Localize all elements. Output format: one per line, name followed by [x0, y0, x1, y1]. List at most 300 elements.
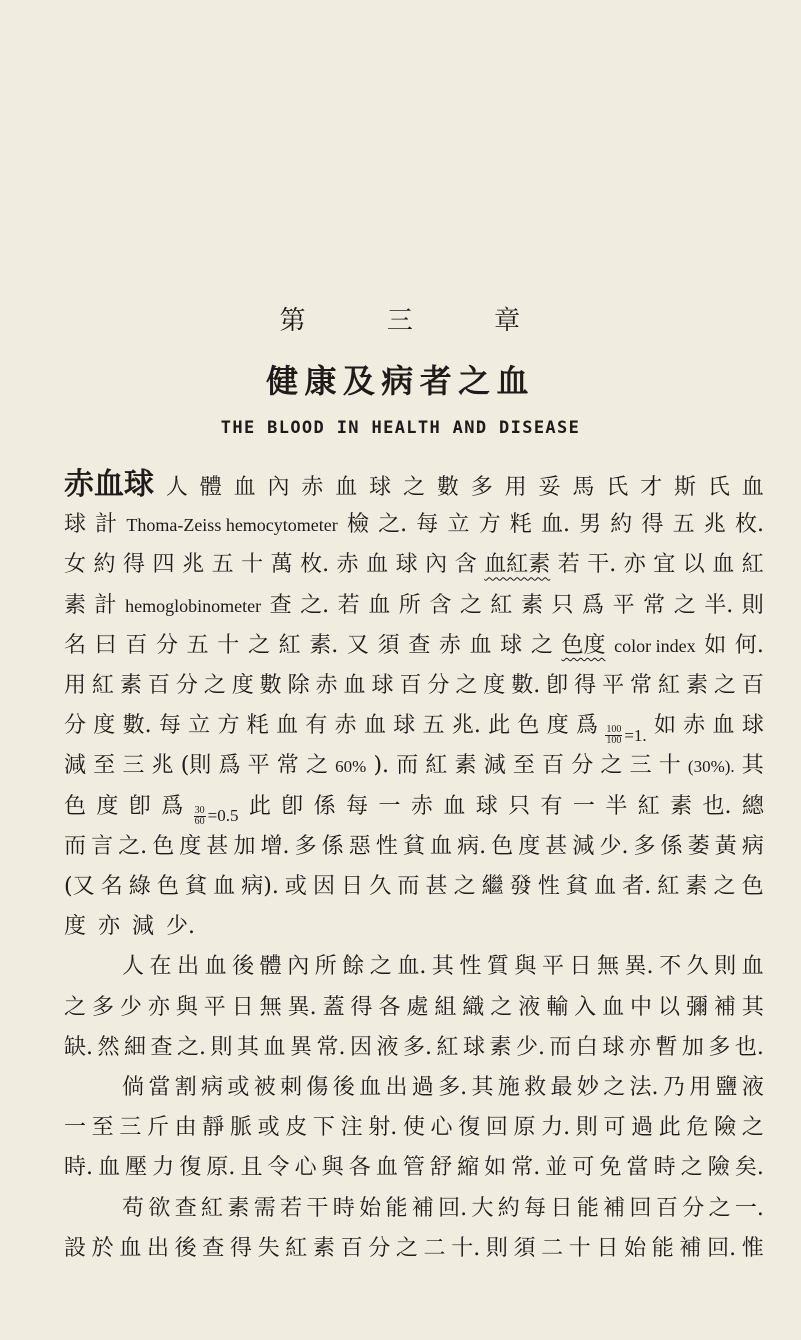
text-segment: 織: [462, 994, 485, 1020]
text-segment: 脈: [229, 1115, 252, 1141]
text-segment: 則: [485, 1235, 508, 1261]
text-segment: 色: [517, 713, 540, 739]
text-segment: 血: [213, 874, 236, 899]
text-segment: 施: [497, 1075, 520, 1100]
text-segment: 血: [602, 994, 625, 1020]
text-segment: 十: [241, 552, 264, 578]
text-segment: 得: [641, 512, 664, 538]
text-line: [64, 545, 764, 585]
text-segment: 血: [343, 673, 366, 698]
text-segment: 回: [629, 1195, 652, 1221]
text-segment: 素: [489, 1034, 512, 1060]
text-segment: 查: [150, 1034, 173, 1060]
text-segment: 紅: [201, 1195, 224, 1221]
text-segment: 其: [236, 1034, 259, 1060]
text-segment: 球: [462, 1034, 485, 1060]
text-segment: 才: [640, 475, 663, 500]
text-segment: 暫: [655, 1034, 678, 1060]
text-segment: 男: [579, 512, 602, 538]
text-segment: 靜: [202, 1115, 225, 1141]
text-segment: 補: [603, 1195, 626, 1221]
text-line: [64, 746, 764, 786]
text-segment: 分: [155, 632, 178, 658]
text-segment: 係: [321, 833, 344, 859]
text-segment: 女: [64, 552, 87, 578]
text-segment: 之: [203, 673, 226, 698]
text-segment: 血: [119, 1235, 142, 1261]
text-segment: 五: [211, 552, 234, 578]
text-segment: 病: [741, 833, 764, 859]
text-segment: 可: [572, 1155, 595, 1181]
text-segment: 至: [512, 753, 535, 779]
text-segment: 之: [247, 632, 270, 658]
text-segment: 舒: [429, 1155, 452, 1181]
text-segment: 心: [294, 1155, 317, 1181]
text-segment: 此: [248, 793, 271, 819]
text-segment: 多: [708, 1034, 731, 1060]
text-segment: 檢: [346, 512, 369, 538]
text-segment: 十: [658, 753, 681, 779]
text-segment: 多.: [438, 1075, 468, 1100]
text-segment: 貧: [566, 874, 589, 899]
text-segment: 枚.: [300, 552, 330, 578]
text-segment: 如: [484, 1155, 507, 1181]
text-segment: 險: [707, 1155, 730, 1181]
text-segment: (又: [64, 874, 95, 899]
text-segment: 無: [259, 994, 282, 1020]
text-segment: 若: [557, 552, 580, 578]
text-segment: 血.: [540, 512, 570, 538]
text-segment: 之: [459, 592, 482, 618]
text-segment: 百: [147, 673, 170, 698]
chapter-char: 章: [494, 306, 522, 336]
text-segment: 紅: [278, 632, 301, 658]
text-segment: 減: [572, 833, 595, 859]
text-segment: 度: [96, 793, 119, 819]
text-segment: 當: [148, 1075, 171, 1100]
text-segment: 與: [321, 1155, 344, 1181]
text-segment: 後: [332, 1075, 355, 1100]
text-segment: 下: [312, 1115, 335, 1141]
text-segment: 平: [612, 592, 635, 618]
text-segment: 性: [375, 833, 398, 859]
text-segment: 減: [483, 753, 506, 779]
text-segment: 血: [233, 475, 256, 500]
text-segment: 之.: [300, 592, 330, 618]
text-segment: 得: [229, 1235, 252, 1261]
text-segment: 後: [232, 954, 255, 980]
text-segment: 血: [594, 874, 617, 899]
text-segment: 粍: [246, 713, 269, 739]
text-segment: 注: [340, 1115, 363, 1141]
text-segment: 大: [471, 1195, 494, 1221]
text-segment: 回: [485, 1115, 508, 1141]
text-segment: 亦: [623, 552, 646, 578]
text-segment: 多.: [402, 1034, 432, 1060]
text-segment: 血: [363, 713, 386, 739]
text-segment: 多: [633, 833, 656, 859]
text-segment: 常: [630, 673, 653, 698]
text-segment: 度: [93, 713, 116, 739]
text-segment: 卽: [546, 673, 569, 698]
text-segment: 萬: [270, 552, 293, 578]
text-segment: 查: [269, 592, 292, 618]
text-segment: 每: [524, 1195, 547, 1221]
text-segment: 分: [64, 713, 87, 739]
text-segment: 何.: [734, 632, 764, 658]
text-segment: 係: [660, 833, 683, 859]
text-segment: 只: [508, 793, 531, 819]
text-segment: 惡: [348, 833, 371, 859]
text-segment: 之: [741, 1115, 764, 1141]
text-segment: 數: [259, 673, 282, 698]
text-segment: 苟: [122, 1195, 145, 1221]
text-segment: 十.: [451, 1235, 481, 1261]
text-segment: 之: [673, 592, 696, 618]
text-segment: 不: [659, 954, 682, 980]
text-segment: 甚: [425, 874, 448, 899]
text-segment: 約: [610, 512, 633, 538]
text-segment: 出: [177, 954, 200, 980]
text-segment: 欲: [148, 1195, 171, 1221]
text-segment: 度: [64, 914, 87, 940]
text-segment: 餘: [342, 954, 365, 980]
text-segment: 亦: [628, 1034, 651, 1060]
text-segment: 素: [64, 592, 87, 618]
text-segment: 則: [714, 954, 737, 980]
text-segment: 之: [402, 475, 425, 500]
text-line: [64, 505, 764, 545]
text-segment: 血: [366, 552, 389, 578]
text-segment: 細: [123, 1034, 146, 1060]
text-segment: 之: [603, 1075, 626, 1100]
text-segment: 壓: [125, 1155, 148, 1181]
text-segment: 紅: [741, 552, 764, 578]
text-segment: 此: [488, 713, 511, 739]
text-segment: 數: [436, 475, 459, 500]
text-segment: 血: [359, 1075, 382, 1100]
text-segment: 病).: [241, 874, 279, 899]
text-segment: 球: [395, 552, 418, 578]
text-segment: 至: [93, 753, 116, 779]
text-segment: 血: [204, 954, 227, 980]
text-segment: 綠: [128, 874, 151, 899]
text-segment: 白: [575, 1034, 598, 1060]
text-segment: 管: [402, 1155, 425, 1181]
text-segment: 日: [596, 1235, 619, 1261]
text-segment: 球: [741, 713, 764, 739]
text-segment: 赤: [315, 673, 338, 698]
text-segment: 立: [447, 512, 470, 538]
text-segment: 乃: [662, 1075, 685, 1100]
text-segment: 也.: [702, 793, 732, 819]
text-segment: 使: [402, 1115, 425, 1141]
text-segment: 異.: [624, 954, 654, 980]
text-segment: 百: [340, 1235, 363, 1261]
text-segment: 計: [94, 592, 117, 618]
text-segment: 時: [653, 1155, 676, 1181]
text-segment: 回.: [438, 1195, 468, 1221]
text-segment: 傷: [306, 1075, 329, 1100]
text-segment: 卽: [128, 793, 151, 819]
text-segment: 萎: [687, 833, 710, 859]
text-segment: 倘: [122, 1075, 145, 1100]
text-segment: 以: [658, 994, 681, 1020]
text-segment: 名: [100, 874, 123, 899]
text-segment: 始: [359, 1195, 382, 1221]
text-segment: 過: [411, 1075, 434, 1100]
emphasized-term: 血紅素: [484, 552, 551, 578]
text-segment: 貧: [185, 874, 208, 899]
text-segment: 紅: [436, 1034, 459, 1060]
text-segment: 若: [337, 592, 360, 618]
text-segment: 多: [91, 994, 114, 1020]
text-segment: 斯: [673, 475, 696, 500]
text-segment: 紅: [91, 673, 114, 698]
text-segment: 又: [346, 632, 369, 658]
text-segment: 半.: [704, 592, 734, 618]
text-segment: 之: [455, 673, 478, 698]
text-segment: 力.: [541, 1115, 571, 1141]
text-segment: 中: [630, 994, 653, 1020]
text-line: [64, 1229, 764, 1269]
text-segment: 多: [294, 833, 317, 859]
text-segment: 亦: [147, 994, 170, 1020]
text-segment: 爲: [576, 713, 599, 739]
text-segment: 原.: [206, 1155, 236, 1181]
text-segment: 得: [123, 552, 146, 578]
text-segment: 百: [655, 1195, 678, 1221]
text-segment: 蓋: [322, 994, 345, 1020]
text-segment: 血: [712, 713, 735, 739]
text-segment: 色: [491, 833, 514, 859]
text-segment: 之: [305, 753, 328, 779]
text-segment: 干.: [587, 552, 617, 578]
text-segment: 數.: [122, 713, 152, 739]
text-segment: 最: [550, 1075, 573, 1100]
text-segment: 紅: [490, 592, 513, 618]
text-segment: 其: [431, 954, 454, 980]
text-segment: 補: [411, 1195, 434, 1221]
text-segment: 常: [643, 592, 666, 618]
text-segment: 卽: [281, 793, 304, 819]
text-segment: 干: [306, 1195, 329, 1221]
text-segment: 一.: [734, 1195, 764, 1221]
text-segment: 斤: [146, 1115, 169, 1141]
text-segment: 素: [312, 1235, 335, 1261]
text-segment: 每: [346, 793, 369, 819]
text-segment: 復: [179, 1155, 202, 1181]
text-segment: 有: [540, 793, 563, 819]
text-segment: 病: [201, 1075, 224, 1100]
text-segment: 百: [542, 753, 565, 779]
text-segment: 素: [520, 592, 543, 618]
text-segment: 日: [569, 954, 592, 980]
text-segment: 在: [149, 954, 172, 980]
text-segment: 處: [406, 994, 429, 1020]
text-segment: 赤: [334, 713, 357, 739]
chapter-heading: [0, 300, 801, 337]
text-segment: 若: [280, 1195, 303, 1221]
text-segment: 且: [240, 1155, 263, 1181]
text-segment: 液: [376, 1034, 399, 1060]
text-segment: 平: [602, 673, 625, 698]
text-segment: 之.: [378, 512, 408, 538]
text-segment: 素.: [309, 632, 339, 658]
text-segment: 甚: [206, 833, 229, 859]
text-segment: 三: [122, 753, 145, 779]
text-segment: 之: [600, 753, 623, 779]
text-segment: 之: [64, 994, 87, 1020]
text-line: [64, 666, 764, 706]
text-segment: 一: [572, 793, 595, 819]
text-line: [122, 1068, 764, 1108]
text-segment: 分: [175, 673, 198, 698]
fraction-stack: [605, 725, 622, 746]
text-segment: 五: [672, 512, 695, 538]
text-segment: 其: [741, 994, 764, 1020]
text-segment: 四: [152, 552, 175, 578]
text-segment: 兆: [703, 512, 726, 538]
section-heading: 赤血球: [64, 467, 154, 502]
text-segment: 之: [453, 874, 476, 899]
text-segment: 血: [335, 475, 358, 500]
text-segment: 貧: [402, 833, 425, 859]
text-segment: 之: [708, 1195, 731, 1221]
text-segment: 險: [714, 1115, 737, 1141]
text-segment: 之.: [176, 1034, 206, 1060]
text-segment: 宜: [653, 552, 676, 578]
text-segment: 60%: [335, 757, 367, 777]
text-segment: 含: [429, 592, 452, 618]
text-segment: 人: [165, 475, 188, 500]
text-segment: 素: [454, 753, 477, 779]
text-segment: 至: [91, 1115, 114, 1141]
text-segment: 枚.: [734, 512, 764, 538]
text-segment: 者.: [622, 874, 652, 899]
text-segment: 球: [64, 512, 87, 538]
text-segment: 紅: [285, 1235, 308, 1261]
text-segment: 以: [682, 552, 705, 578]
text-segment: 日: [550, 1195, 573, 1221]
text-segment: 或: [257, 1115, 280, 1141]
text-segment: 射.: [368, 1115, 398, 1141]
text-segment: 甚: [545, 833, 568, 859]
text-segment: 無: [597, 954, 620, 980]
latin-term: color index: [614, 635, 696, 656]
text-segment: 之.: [118, 833, 148, 859]
text-segment: 能: [385, 1195, 408, 1221]
text-line: [64, 1108, 764, 1148]
text-segment: 過: [631, 1115, 654, 1141]
text-segment: 回.: [707, 1235, 737, 1261]
text-segment: 素: [670, 793, 693, 819]
text-segment: (則: [180, 753, 212, 779]
text-segment: 須: [377, 632, 400, 658]
text-segment: 如: [653, 713, 676, 739]
text-segment: 分: [427, 673, 450, 698]
text-segment: 體: [259, 954, 282, 980]
text-segment: 十: [217, 632, 240, 658]
text-line: [64, 907, 207, 947]
english-subtitle: THE BLOOD IN HEALTH AND DISEASE: [220, 418, 581, 438]
text-line: [64, 787, 764, 827]
text-segment: 爲: [582, 592, 605, 618]
fraction-numerator: 100: [606, 724, 622, 736]
text-segment: 度: [179, 833, 202, 859]
text-segment: 所: [398, 592, 421, 618]
text-segment: 與: [175, 994, 198, 1020]
text-segment: 紅: [658, 673, 681, 698]
text-segment: 馬: [572, 475, 595, 500]
text-segment: 少.: [166, 914, 196, 940]
text-segment: 日: [341, 874, 364, 899]
text-segment: 所: [314, 954, 337, 980]
emphasized-term: 色度: [561, 632, 606, 658]
text-segment: 力: [152, 1155, 175, 1181]
text-segment: 其: [471, 1075, 494, 1100]
text-segment: 度: [518, 833, 541, 859]
text-segment: 需: [253, 1195, 276, 1221]
text-segment: 鹽: [715, 1075, 738, 1100]
text-segment: 分: [368, 1235, 391, 1261]
text-segment: 血.: [397, 954, 427, 980]
text-segment: 出: [146, 1235, 169, 1261]
text-segment: 百: [399, 673, 422, 698]
text-segment: 則: [741, 592, 764, 618]
text-segment: 矣.: [734, 1155, 764, 1181]
text-segment: 除: [287, 673, 310, 698]
fraction-result: =0.5: [207, 806, 239, 826]
text-segment: 查: [202, 1235, 225, 1261]
text-segment: 赤: [438, 632, 461, 658]
text-segment: 皮: [285, 1115, 308, 1141]
text-segment: 性: [459, 954, 482, 980]
fraction-result: =1.: [624, 725, 647, 745]
text-segment: 黃: [714, 833, 737, 859]
text-segment: 原: [513, 1115, 536, 1141]
text-segment: 須: [513, 1235, 536, 1261]
text-line: [64, 827, 764, 867]
text-segment: 時.: [64, 1155, 93, 1181]
text-segment: 縮: [457, 1155, 480, 1181]
text-segment: 分: [571, 753, 594, 779]
text-segment: 氏: [707, 475, 730, 500]
text-segment: 言: [91, 833, 114, 859]
text-segment: 久: [686, 954, 709, 980]
text-segment: 或: [284, 874, 307, 899]
text-segment: 時: [332, 1195, 355, 1221]
text-segment: 補: [713, 994, 736, 1020]
text-segment: 度: [231, 673, 254, 698]
text-segment: 色: [64, 793, 87, 819]
text-segment: 則: [210, 1034, 233, 1060]
text-segment: 爲: [218, 753, 241, 779]
text-segment: 血: [741, 954, 764, 980]
text-segment: 液: [518, 994, 541, 1020]
text-segment: 加: [233, 833, 256, 859]
text-segment: 素: [685, 673, 708, 698]
text-segment: 赤: [336, 552, 359, 578]
text-segment: 紅: [657, 874, 680, 899]
text-segment: 後: [174, 1235, 197, 1261]
text-segment: 用: [504, 475, 527, 500]
text-segment: 組: [434, 994, 457, 1020]
text-segment: 度: [483, 673, 506, 698]
text-segment: 被: [253, 1075, 276, 1100]
text-segment: 則: [575, 1115, 598, 1141]
text-segment: 赤: [410, 793, 433, 819]
